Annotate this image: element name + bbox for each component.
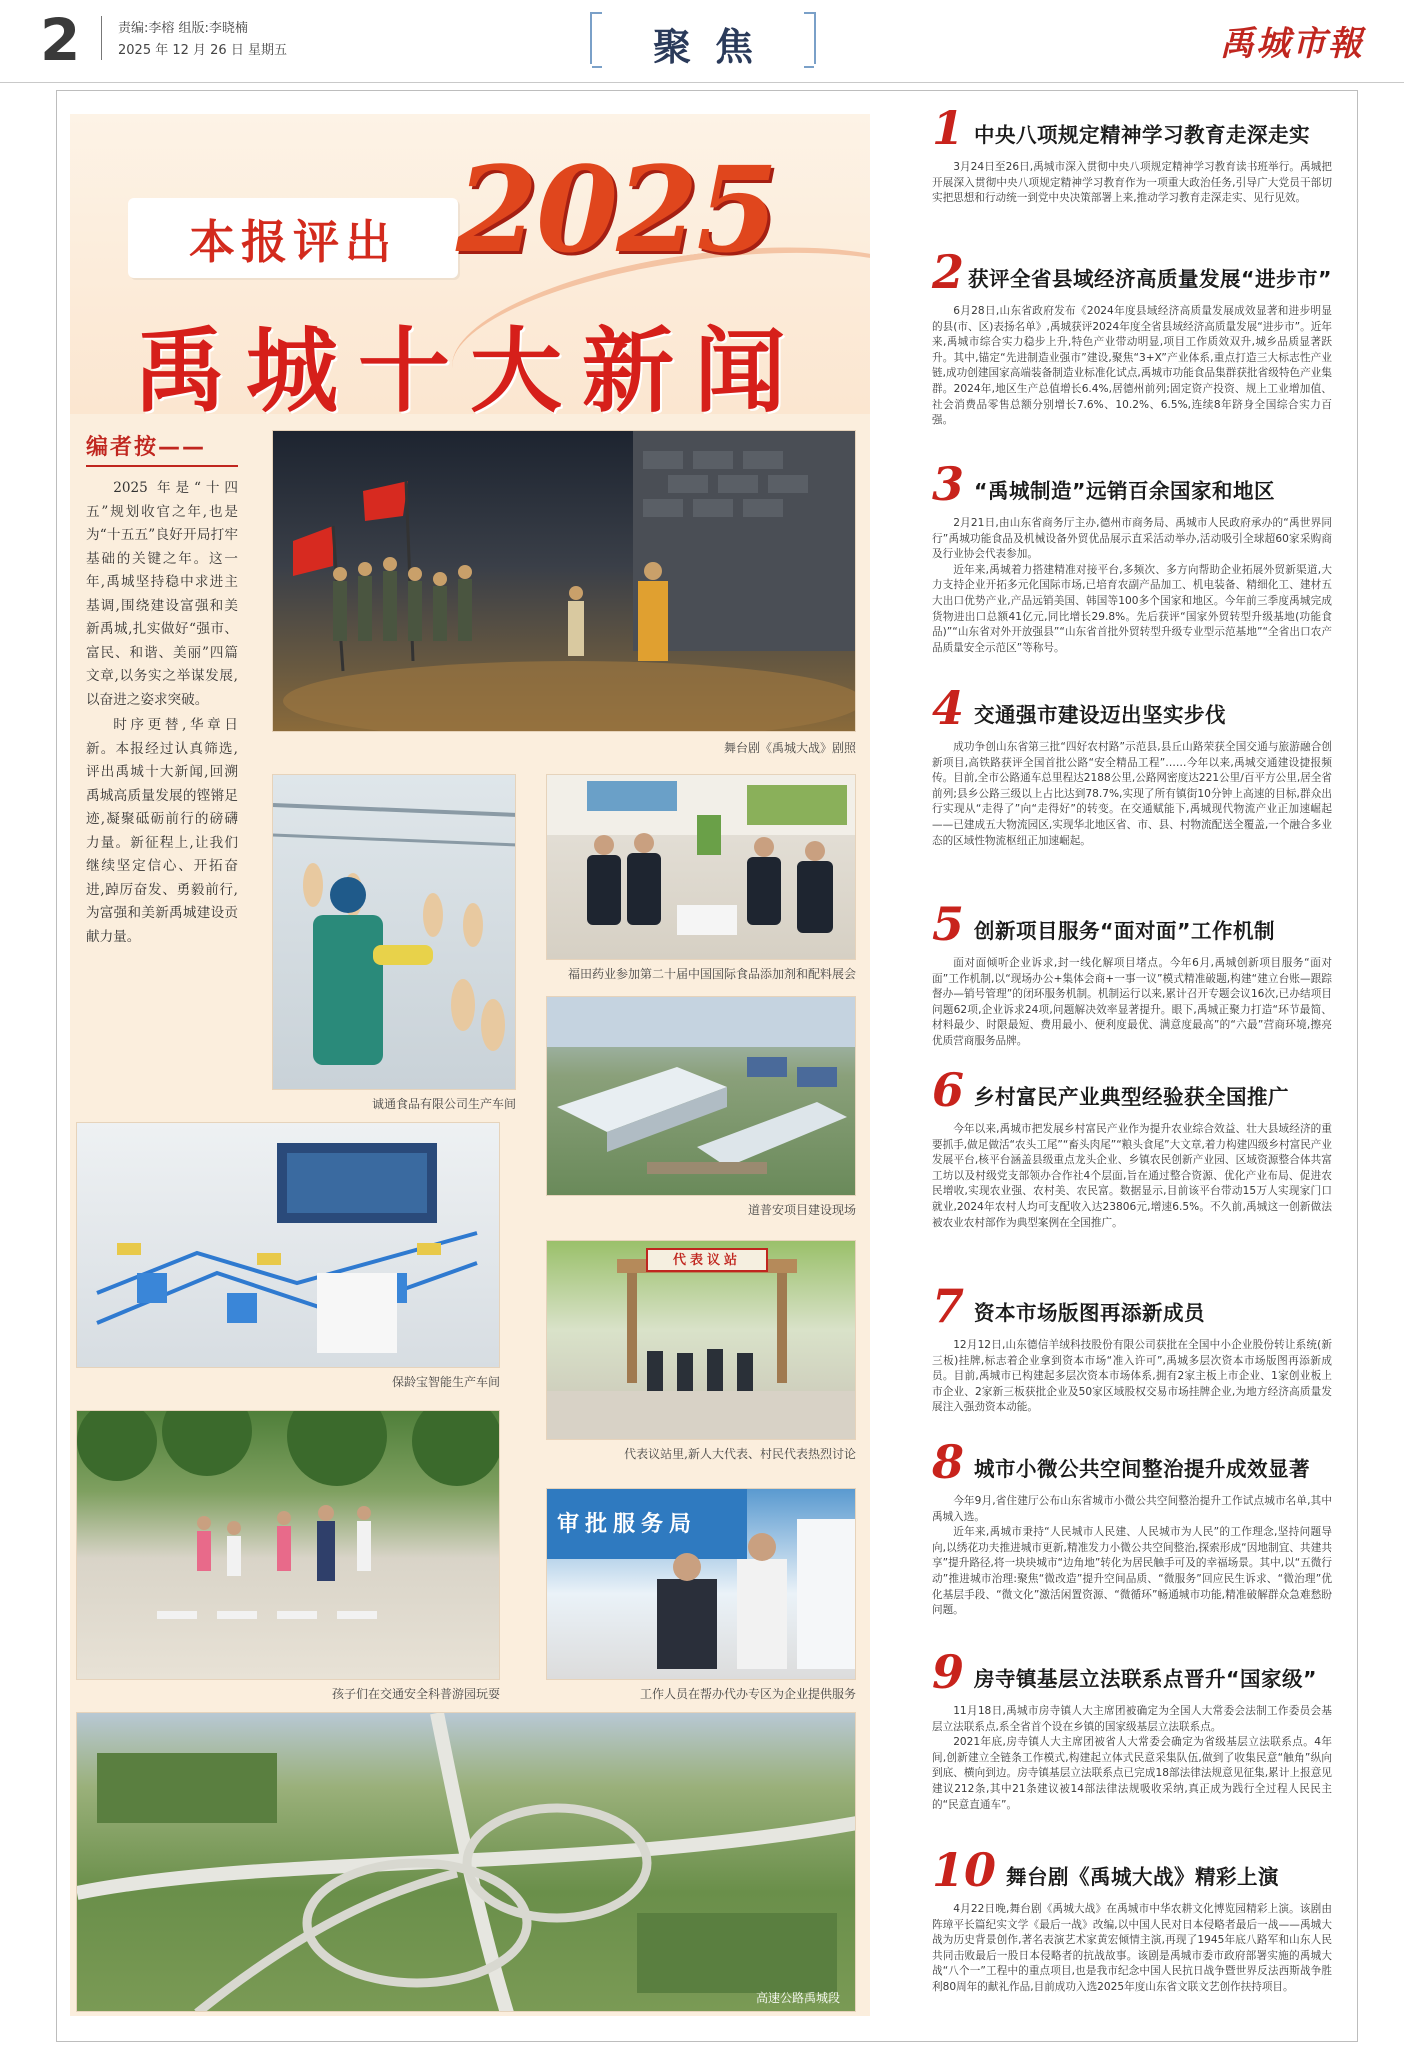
date-line: 2025 年 12 月 26 日 星期五 [118, 43, 287, 58]
news-paragraph: 面对面倾听企业诉求,封一线化解项目堵点。今年6月,禹城创新项目服务“面对面”工作机制,以“现场办公+集体会商+一事一议”模式精准破题,构建“建立台账—跟踪督办—销号管理”的闭环服务机制。机制运行以来,累计召开专题会议16次,已办结项目问题62项,企业诉求24项,问题解决效率显著提升。眼下,禹城正聚力打造“环节最简、材料最少、时限最短、费用最小、便利度最优、满意度最高”的“六最”营商环境,擦亮优质营商服务品牌。 [932, 957, 1332, 1047]
news-number: 5 [932, 897, 965, 951]
news-number: 9 [932, 1645, 965, 1699]
news-item-1 [932, 101, 1332, 207]
news-paragraph: 今年以来,禹城市把发展乡村富民产业作为提升农业综合效益、壮大县域经济的重要抓手,做足做活“农头工尾”“畜头肉尾”“粮头食尾”大文章,着力构建四级乡村富民产业发展平台,核平台涵盖县级重点龙头企业、乡镇农民创新产业园、区域资源整合体共富工坊以及村级党支部领办合作社4个层面,旨在通过整合资源、优化产业布局、促进农民增收,实现农业强、农村美、农民富。数据显示,目前该平台带动15万人实现家门口就业,2024年农村人均可支配收入达23806元,增速6.5%。不久前,禹城这一创新做法被农业农村部作为典型案例在全国推广。 [932, 1123, 1332, 1229]
news-body [932, 1902, 1332, 1996]
deputy-station-sign: 代表议站 [672, 1253, 741, 1268]
editors-note [86, 430, 238, 1100]
banner-tag: 本报评出 [189, 215, 397, 269]
news-title: 舞台剧《禹城大战》精彩上演 [1006, 1865, 1280, 1889]
tag-box [128, 198, 458, 278]
news-item-8 [932, 1435, 1332, 1619]
news-paragraph: 12月12日,山东德信羊绒科技股份有限公司获批在全国中小企业股份转让系统(新三板)挂牌,标志着企业拿到资本市场“准入许可”,禹城多层次资本市场版图再添新成员。目前,禹城市已构建起多层次资本市场体系,拥有2家主板上市企业、1家创业板上市企业、2家新三板获批企业及50家区域股权交易市场挂牌企业,为地方经济高质量发展注入强劲资本动能。 [932, 1339, 1332, 1414]
news-title: 中央八项规定精神学习教育走深走实 [974, 123, 1311, 147]
news-head [932, 1063, 1332, 1117]
smart-workshop-illustration [77, 1123, 500, 1368]
news-item-5 [932, 897, 1332, 1050]
header-divider [101, 16, 102, 60]
news-head [932, 897, 1332, 951]
news-head [932, 1435, 1332, 1489]
banner-year: 2025 [456, 140, 777, 279]
photo-caption: 高速公路禹城段 [755, 1991, 840, 2005]
news-title: 资本市场版图再添新成员 [974, 1301, 1206, 1325]
photo-caption: 孩子们在交通安全科普游园玩耍 [331, 1687, 500, 1701]
banner-title: 禹城十大新闻 [133, 318, 806, 414]
note-paragraph: 2025 年是“十四五”规划收官之年,也是为“十五五”良好开局打牢基础的关键之年。这一年,禹城坚持稳中求进主基调,围绕建设富强和美新禹城,扎实做好“强市、富民、和谐、美丽”四篇文章,以务实之举谋发展,以奋进之姿求突破。 [86, 480, 238, 708]
news-paragraph: 4月22日晚,舞台剧《禹城大战》在禹城市中华农耕文化博览园精彩上演。该剧由阵璋平长篇纪实文学《最后一战》改编,以中国人民对日本侵略者最后一战——禹城大战为历史背景创作,著名表演艺术家黄宏倾情主演,再现了1945年底八路军和山东人民共同击败最后一股日本侵略者的抗战故事。该剧是禹城市委市政府部署实施的禹城大战“八个一”工程中的重点项目,也是我市纪念中国人民抗日战争暨世界反法西斯战争胜利80周年的献礼作品,目前成功入选2025年度山东省文联文艺创作扶持项目。 [932, 1903, 1332, 1993]
news-body [932, 1494, 1332, 1619]
expo-meeting-illustration [547, 775, 856, 960]
news-title: 获评全省县域经济高质量发展“进步市” [968, 267, 1332, 291]
news-title: 房寺镇基层立法联系点晋升“国家级” [974, 1667, 1317, 1691]
news-body [932, 1704, 1332, 1813]
news-title: 城市小微公共空间整治提升成效显著 [974, 1457, 1311, 1481]
service-hall-photo [546, 1488, 856, 1680]
traffic-safety-photo [76, 1410, 500, 1680]
section-label: 聚焦 [652, 25, 777, 69]
news-paragraph: 今年9月,省住建厅公布山东省城市小微公共空间整治提升工作试点城市名单,其中禹城入选。 [932, 1495, 1332, 1523]
news-head [932, 1279, 1332, 1333]
photo-caption: 道普安项目建设现场 [747, 1203, 856, 1217]
construction-site-photo [546, 996, 856, 1196]
factory-line-photo [272, 774, 516, 1090]
news-paragraph: 近年来,禹城着力搭建精准对接平台,多频次、多方向帮助企业拓展外贸新渠道,大力支持企业开拓多元化国际市场,已培育农副产品加工、机电装备、精细化工、建材五大出口优势产业,产品远销美国、韩国等100多个国家和地区。今年前三季度禹城完成货物进出口总额41亿元,同比增长29.8%。先后获评“国家外贸转型升级基地(功能食品)”“山东省对外开放强县”“山东省首批外贸转型升级专业型示范基地”“全省出口农产品质量安全示范区”等称号。 [932, 563, 1332, 654]
news-body [932, 956, 1332, 1050]
photo-caption: 诚通食品有限公司生产车间 [371, 1097, 516, 1111]
smart-workshop-photo [76, 1122, 500, 1368]
news-item-6 [932, 1063, 1332, 1231]
news-paragraph: 3月24日至26日,禹城市深入贯彻中央八项规定精神学习教育读书班举行。禹城把开展深入贯彻中央八项规定精神学习教育作为一项重大政治任务,引导广大党员干部切实把思想和行动统一到党中央决策部署上来,推动学习教育走深走实、见行见效。 [932, 161, 1332, 205]
news-head [932, 101, 1332, 155]
news-number: 3 [932, 457, 965, 511]
expo-meeting-photo [546, 774, 856, 960]
news-head [932, 245, 1332, 299]
news-head [932, 457, 1332, 511]
news-number: 1 [932, 101, 965, 155]
factory-line-illustration [273, 775, 516, 1090]
photo-caption: 工作人员在帮办代办专区为企业提供服务 [639, 1687, 856, 1701]
news-body [932, 1122, 1332, 1231]
title-banner [70, 114, 870, 414]
photo-caption: 舞台剧《禹城大战》剧照 [723, 741, 856, 755]
news-body [932, 740, 1332, 849]
traffic-safety-illustration [77, 1411, 500, 1680]
news-body [932, 160, 1332, 207]
photo-caption: 福田药业参加第二十届中国国际食品添加剂和配料展会 [567, 967, 856, 981]
news-item-2 [932, 245, 1332, 429]
service-hall-sign: 审批服务局 [557, 1512, 698, 1537]
stage-drama-photo [272, 430, 856, 732]
news-body [932, 304, 1332, 429]
news-paragraph: 近年来,禹城市秉持“人民城市人民建、人民城市为人民”的工作理念,坚持问题导向,以绣花功夫推进城市更新,精准发力小微公共空间整治,探索形成“因地制宜、共建共享”提升路径,将一块块城市“边角地”转化为居民触手可及的幸福场景。其中,以“五微行动”推进城市治理:聚焦“微改造”提升空间品质、“微服务”回应民生诉求、“微治理”优化基层手段、“微文化”激活闲置资源、“微循环”畅通城市功能,精准破解群众急难愁盼问题。 [932, 1526, 1332, 1617]
news-item-10 [932, 1843, 1332, 1996]
news-head [932, 681, 1332, 735]
news-paragraph: 成功争创山东省第三批“四好农村路”示范县,县丘山路荣获全国交通与旅游融合创新项目,高铁路获评全国首批公路“安全精品工程”……今年以来,禹城交通建设捷报频传。目前,全市公路通车总里程达2188公里,公路网密度达221公里/百平方公里,居全省前列;县乡公路三级以上占比达到78.7%,实现了所有镇街10分钟上高速的目标,群众出行实现从“走得了”向“走得好”的转变。在交通赋能下,禹城现代物流产业正加速崛起——已建成五大物流园区,实现华北地区省、市、县、村物流配送全覆盖,一个融合多业态的区域性物流枢纽正加速崛起。 [932, 741, 1332, 847]
highway-interchange-photo [76, 1712, 856, 2012]
news-item-4 [932, 681, 1332, 849]
construction-site-illustration [547, 997, 856, 1196]
news-number: 7 [932, 1279, 965, 1333]
deputy-station-photo [546, 1240, 856, 1440]
news-item-9 [932, 1645, 1332, 1813]
news-title: 交通强市建设迈出坚实步伐 [974, 703, 1227, 727]
note-title: 编者按—— [86, 430, 238, 467]
page-header [0, 0, 1404, 80]
news-number: 2 [932, 245, 965, 299]
news-body [932, 1338, 1332, 1416]
news-title: “禹城制造”远销百余国家和地区 [974, 479, 1275, 503]
stage-drama-illustration [273, 431, 856, 732]
header-meta [118, 18, 287, 62]
news-number: 6 [932, 1063, 965, 1117]
news-body [932, 516, 1332, 656]
news-head [932, 1645, 1332, 1699]
news-title: 创新项目服务“面对面”工作机制 [974, 919, 1275, 943]
section-box [590, 12, 816, 69]
news-paragraph: 6月28日,山东省政府发布《2024年度县域经济高质量发展成效显著和进步明显的县(市、区)表扬名单》,禹城获评2024年度全省县域经济高质量发展“进步市”。近年来,禹城市综合实力稳步上升,特色产业带动明显,项目工作质效双升,城乡品质显著跃升。其中,锚定“先进制造业强市”建设,聚焦“3+X”产业体系,重点打造三大标志性产业链,成功创建国家高端装备制造业标准化试点,禹城市功能食品集群获批省级特色产业集群。2024年,地区生产总值增长6.4%,居德州前列;固定资产投资、规上工业增加值、社会消费品零售总额分别增长7.6%、10.2%、6.5%,连续8年跻身全国综合实力百强。 [932, 305, 1332, 427]
news-paragraph: 2月21日,由山东省商务厅主办,德州市商务局、禹城市人民政府承办的“禹世界同行”禹城功能食品及机械设备外贸优品展示直采活动举办,活动吸引全球超60家采购商及行业协会代表参加。 [932, 517, 1332, 561]
news-item-7 [932, 1279, 1332, 1416]
news-number: 8 [932, 1435, 965, 1489]
page-number: 2 [40, 6, 81, 74]
news-item-3 [932, 457, 1332, 656]
note-paragraph: 时序更替,华章日新。本报经过认真筛选,评出禹城十大新闻,回溯禹城高质量发展的铿锵足迹,凝聚砥砺前行的磅礴力量。新征程上,让我们继续坚定信心、开拓奋进,踔厉奋发、勇毅前行,为富强和美新禹城建设贡献力量。 [86, 717, 238, 945]
photo-caption: 保龄宝智能生产车间 [391, 1375, 500, 1389]
news-head [932, 1843, 1332, 1897]
news-number: 10 [932, 1843, 997, 1897]
news-paragraph: 11月18日,禹城市房寺镇人大主席团被确定为全国人大常委会法制工作委员会基层立法联系点,系全省首个设在乡镇的国家级基层立法联系点。 [932, 1705, 1332, 1733]
news-number: 4 [932, 681, 965, 735]
editor-line: 责编:李榕 组版:李晓楠 [118, 21, 248, 36]
news-paragraph: 2021年底,房寺镇人大主席团被省人大常委会确定为省级基层立法联系点。4年间,创新建立全链条工作模式,构建起立体式民意采集队伍,做到了收集民意“触角”纵向到底、横向到边。房寺镇基层立法联系点已完成18部法律法规意见征集,累计上报意见建议212条,其中21条建议被14部法律法规吸收采纳,真正成为践行全过程人民民主的“民意直通车”。 [932, 1736, 1332, 1811]
photo-caption: 代表议站里,新人大代表、村民代表热烈讨论 [624, 1447, 856, 1461]
masthead-logo: 禹城市報 [1220, 24, 1364, 64]
news-title: 乡村富民产业典型经验获全国推广 [974, 1085, 1290, 1109]
highway-interchange-illustration [77, 1713, 856, 2012]
header-rule [0, 82, 1404, 83]
